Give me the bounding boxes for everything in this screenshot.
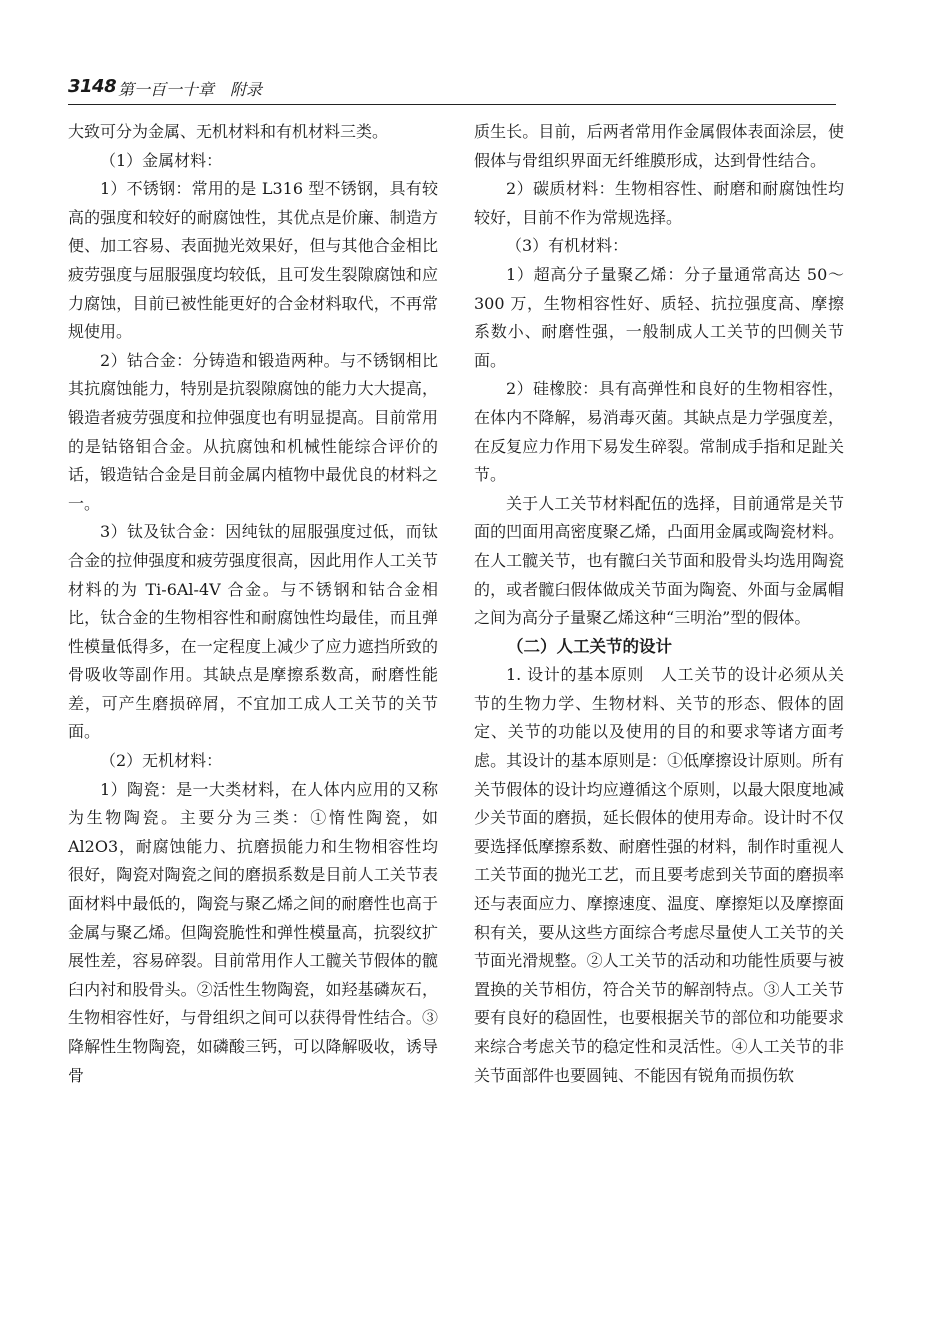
subheading-organic: （3）有机材料： <box>506 236 629 256</box>
paragraph: 1）陶瓷：是一大类材料，在人体内应用的又称为生物陶瓷。主要分为三类：①惰性陶瓷，如 Al2O3，耐腐蚀能力、抗磨损能力和生物相容性均很好，陶瓷对陶瓷之间的磨损系数是目前人工关节表面材料中最低的，陶瓷与聚乙烯之间的耐磨性也高于金属与聚乙烯。但陶瓷脆性和弹性模量高，抗裂纹扩展性差，容易碎裂。目前常用作人工髋关节假体的髋臼内衬和股骨头。②活性生物陶瓷，如羟基磷灰石，生物相容性好，与骨组织之间可以获得骨性结合。③降解性生物陶瓷，如磷酸三钙，可以降解吸收，诱导骨 <box>68 779 438 1085</box>
paragraph: 2）钴合金：分铸造和锻造两种。与不锈钢相比其抗腐蚀能力，特别是抗裂隙腐蚀的能力大大提高，锻造者疲劳强度和拉伸强度也有明显提高。目前常用的是钴铬钼合金。从抗腐蚀和机械性能综合评价的话，锻造钴合金是目前金属内植物中最优良的材料之一。 <box>68 350 438 513</box>
paragraph: 1）不锈钢：常用的是 L316 型不锈钢，具有较高的强度和较好的耐腐蚀性，其优点是价廉、制造方便、加工容易、表面抛光效果好，但与其他合金相比疲劳强度与屈服强度均较低，且可发生裂隙腐蚀和应力腐蚀，目前已被性能更好的合金材料取代，不再常规使用。 <box>68 179 438 342</box>
paragraph: 关于人工关节材料配伍的选择，目前通常是关节面的凹面用高密度聚乙烯，凸面用金属或陶瓷材料。在人工髋关节，也有髋臼关节面和股骨头均选用陶瓷的，或者髋臼假体做成关节面为陶瓷、外面与金属帽之间为高分子量聚乙烯这种“三明治”型的假体。 <box>474 493 844 628</box>
paragraph: 质生长。目前，后两者常用作金属假体表面涂层，使假体与骨组织界面无纤维膜形成，达到骨性结合。 <box>474 122 844 170</box>
paragraph: 2）硅橡胶：具有高弹性和良好的生物相容性，在体内不降解，易消毒灭菌。其缺点是力学强度差，在反复应力作用下易发生碎裂。常制成手指和足趾关节。 <box>474 379 844 485</box>
chapter-title: 第一百一十章 附录 <box>118 80 263 99</box>
paragraph: 大致可分为金属、无机材料和有机材料三类。 <box>68 122 389 141</box>
paragraph: 1）超高分子量聚乙烯：分子量通常高达 50～300 万，生物相容性好、质轻、抗拉强度高、摩擦系数小、耐磨性强，一般制成人工关节的凹侧关节面。 <box>474 264 844 370</box>
left-column <box>68 118 438 1090</box>
paragraph: 1. 设计的基本原则 人工关节的设计必须从关节的生物力学、生物材料、关节的形态、假体的固定、关节的功能以及使用的目的和要求等诸方面考虑。其设计的基本原则是：①低摩擦设计原则。所有关节假体的设计均应遵循这个原则，以最大限度地减少关节面的磨损，延长假体的使用寿命。设计时不仅要选择低摩擦系数、耐磨性强的材料，制作时重视人工关节面的抛光工艺，而且要考虑到关节面的磨损率还与表面应力、摩擦速度、温度、摩擦矩以及摩擦面积有关，要从这些方面综合考虑尽量使人工关节的关节面光滑规整。②人工关节的活动和功能性质要与被置换的关节相仿，符合关节的解剖特点。③人工关节要有良好的稳固性，也要根据关节的部位和功能要求来综合考虑关节的稳定性和灵活性。④人工关节的非关节面部件也要圆钝、不能因有锐角而损伤软 <box>474 665 844 1085</box>
subheading-metal: （1）金属材料： <box>100 150 223 170</box>
page-header <box>68 76 836 105</box>
subheading-inorganic: （2）无机材料： <box>100 751 223 771</box>
paragraph: 2）碳质材料：生物相容性、耐磨和耐腐蚀性均较好，目前不作为常规选择。 <box>474 179 844 227</box>
section-heading: （二）人工关节的设计 <box>507 636 672 656</box>
right-column <box>474 118 844 1090</box>
paragraph: 3）钛及钛合金：因纯钛的屈服强度过低，而钛合金的拉伸强度和疲劳强度很高，因此用作人工关节材料的为 Ti-6Al-4V 合金。与不锈钢和钴合金相比，钛合金的生物相容性和耐腐蚀性均最佳，而且弹性模量低得多，在一定程度上减少了应力遮挡所致的骨吸收等副作用。其缺点是摩擦系数高，耐磨性能差，可产生磨损碎屑，不宜加工成人工关节的关节面。 <box>68 522 438 742</box>
page-number: 3148 <box>68 76 117 97</box>
